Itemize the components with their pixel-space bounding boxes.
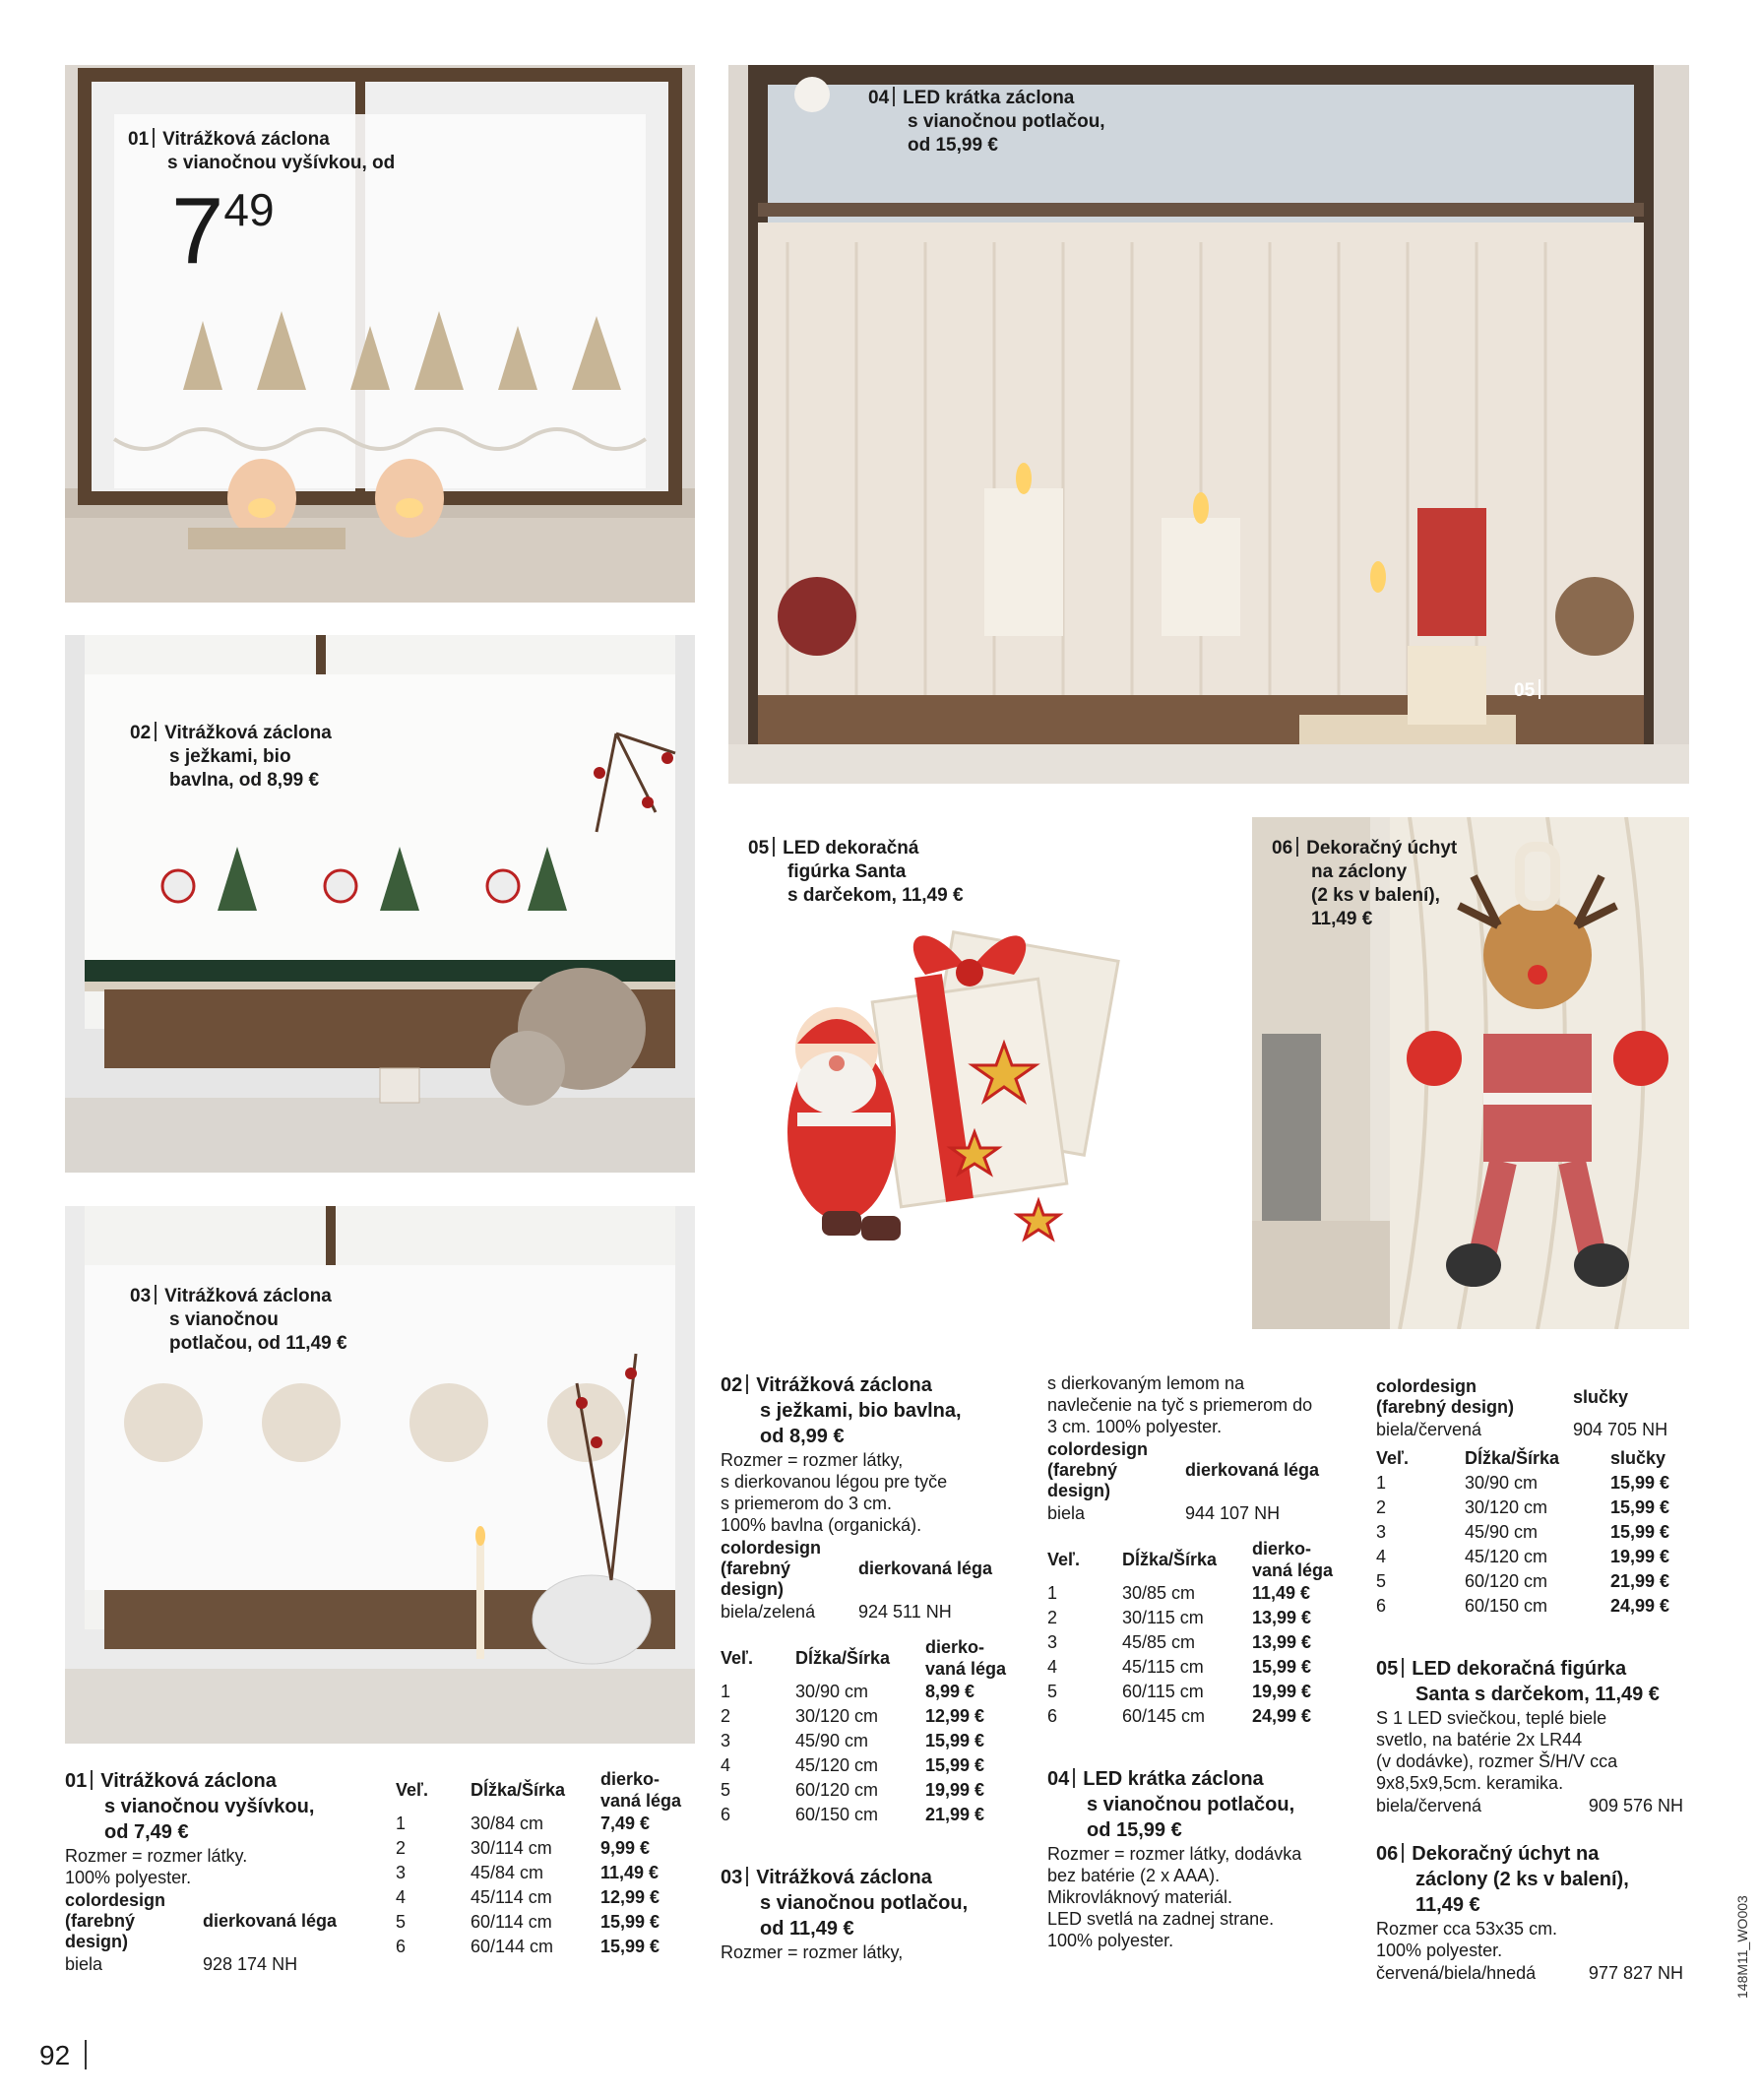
product-01-size-table: [396, 1768, 701, 1959]
product-04-info: [1047, 1766, 1382, 1951]
header-line: dierko-: [1252, 1539, 1312, 1559]
vel: 5: [396, 1912, 407, 1932]
size: 45/90 cm: [1465, 1522, 1539, 1542]
title-line3: od 15,99 €: [1087, 1819, 1182, 1841]
size: 45/115 cm: [1122, 1657, 1204, 1677]
callout-number: 05: [1514, 680, 1536, 701]
price: 11,49 €: [600, 1863, 660, 1882]
product-04-tables: [1376, 1376, 1691, 1619]
title-line1: Vitrážková záclona: [756, 1374, 932, 1396]
title-line1: Vitrážková záclona: [100, 1770, 277, 1792]
vel: 4: [1376, 1547, 1387, 1566]
product-03-info-continued: [1047, 1372, 1372, 1729]
description: [65, 1845, 360, 1888]
colordesign-header: [721, 1538, 858, 1600]
table-row: [396, 1910, 701, 1935]
header-line: dierko-: [600, 1769, 660, 1789]
vel: 5: [721, 1780, 731, 1800]
price: 9,99 €: [600, 1838, 651, 1858]
vel: 6: [396, 1937, 407, 1956]
product-number: 04: [1047, 1768, 1070, 1790]
size-header-price: [600, 1768, 701, 1812]
header-line: vaná léga: [600, 1791, 682, 1811]
header-line: vaná léga: [925, 1659, 1007, 1679]
article-code: 909 576 NH: [1588, 1796, 1683, 1815]
size: 60/150 cm: [795, 1805, 879, 1824]
product-title: [1047, 1766, 1382, 1843]
size: 60/144 cm: [471, 1937, 554, 1956]
desc-line: Rozmer = rozmer látky,: [721, 1450, 904, 1470]
table-row: [396, 1935, 701, 1959]
vel: 4: [1047, 1657, 1058, 1677]
callout-line1: Dekoračný úchyt: [1306, 838, 1458, 859]
table-row: [1047, 1680, 1362, 1704]
page-number-divider: [85, 2040, 87, 2069]
size: 60/120 cm: [1465, 1571, 1548, 1591]
description: [1047, 1372, 1372, 1437]
desc-line: s dierkovaným lemom na: [1047, 1373, 1245, 1393]
table-row: [721, 1680, 1026, 1704]
size: 30/120 cm: [1465, 1497, 1548, 1517]
size: 45/120 cm: [1465, 1547, 1548, 1566]
table-row: [1047, 1606, 1362, 1630]
callout-line1: Vitrážková záclona: [162, 129, 330, 150]
size: 30/84 cm: [471, 1814, 544, 1833]
window-illustration-04: [728, 65, 1689, 784]
header-line: design): [1047, 1481, 1111, 1500]
callout-number: 06: [1272, 838, 1293, 859]
product-01-info: [65, 1768, 360, 1977]
size-table: [1047, 1538, 1362, 1729]
vel: 5: [1376, 1571, 1387, 1591]
description: [721, 1941, 1036, 1963]
table-row: [1047, 1704, 1362, 1729]
size: 30/120 cm: [795, 1706, 879, 1726]
size: 30/85 cm: [1122, 1583, 1196, 1603]
photo-01-curtain: [65, 65, 695, 603]
size: 30/114 cm: [471, 1838, 552, 1858]
description: [721, 1449, 1036, 1536]
photo-04-led-curtain: [728, 65, 1689, 784]
size: 60/120 cm: [795, 1780, 879, 1800]
price: 12,99 €: [600, 1887, 660, 1907]
table-row: [1376, 1495, 1681, 1520]
size: 60/115 cm: [1122, 1682, 1204, 1701]
table-row: [1376, 1545, 1681, 1569]
size: 60/145 cm: [1122, 1706, 1206, 1726]
callout-line2: s vianočnou potlačou,: [908, 111, 1105, 132]
product-title: [721, 1372, 1036, 1449]
vel: 3: [721, 1731, 731, 1750]
table-row: [721, 1753, 1026, 1778]
colordesign-table: [721, 1538, 1026, 1624]
photo-05-callout: [748, 837, 964, 908]
price: 7,49 €: [600, 1814, 651, 1833]
vel: 1: [721, 1682, 731, 1701]
color-col2-header: slučky: [1573, 1386, 1629, 1407]
colordesign-header: [65, 1890, 203, 1952]
big-price: [171, 178, 275, 284]
vel: 2: [1047, 1608, 1058, 1627]
callout-line3: s darčekom, 11,49 €: [787, 885, 964, 906]
size: 45/120 cm: [795, 1755, 879, 1775]
size-header-dims: Dĺžka/Šírka: [795, 1647, 891, 1668]
price: 19,99 €: [1610, 1547, 1670, 1566]
callout-line1: LED dekoračná: [783, 838, 919, 859]
price: 24,99 €: [1610, 1596, 1670, 1616]
callout-line2: s vianočnou vyšívkou, od: [167, 153, 396, 173]
vel: 2: [396, 1838, 407, 1858]
callout-line2: figúrka Santa: [787, 861, 907, 882]
title-line3: od 8,99 €: [760, 1426, 845, 1447]
colordesign-table: [1376, 1376, 1681, 1442]
product-03-info: [721, 1865, 1036, 1963]
desc-line: Rozmer = rozmer látky,: [721, 1942, 904, 1962]
table-row: [1376, 1520, 1681, 1545]
desc-line: navlečenie na tyč s priemerom do: [1047, 1395, 1313, 1415]
article-code: 977 827 NH: [1588, 1963, 1683, 1983]
title-line1: Dekoračný úchyt na: [1412, 1843, 1600, 1865]
title-line3: od 11,49 €: [760, 1918, 854, 1940]
color-value: biela/zelená: [721, 1602, 816, 1622]
header-line: colordesign: [721, 1538, 822, 1558]
vel: 5: [1047, 1682, 1058, 1701]
product-06-info: [1376, 1841, 1691, 1986]
vel: 1: [396, 1814, 407, 1833]
size: 45/85 cm: [1122, 1632, 1196, 1652]
vel: 6: [1376, 1596, 1387, 1616]
vel: 6: [721, 1805, 731, 1824]
color-value: biela: [1047, 1503, 1086, 1523]
article-code: 928 174 NH: [203, 1954, 298, 1974]
callout-line1: LED krátka záclona: [903, 88, 1075, 108]
price: 15,99 €: [600, 1912, 660, 1932]
desc-line: 100% polyester.: [65, 1868, 192, 1887]
description: [1376, 1707, 1691, 1794]
header-line: (farebný design): [1376, 1397, 1515, 1417]
title-line2: s vianočnou potlačou,: [760, 1892, 969, 1914]
price: 24,99 €: [1252, 1706, 1312, 1726]
desc-line: s dierkovanou légou pre tyče: [721, 1472, 948, 1492]
table-row: [1376, 1471, 1681, 1495]
table-row: [1047, 1581, 1362, 1606]
table-row: [1376, 1594, 1681, 1619]
table-row: [721, 1704, 1026, 1729]
table-row: [1047, 1655, 1362, 1680]
size-header-vel: Veľ.: [1047, 1549, 1080, 1569]
photo-03-callout: [130, 1285, 347, 1356]
page-number: 92: [39, 2040, 71, 2070]
callout-line2: na záclony: [1311, 861, 1408, 882]
article-code: 924 511 NH: [858, 1602, 952, 1622]
callout-line2: s ježkami, bio: [169, 746, 291, 767]
vel: 3: [396, 1863, 407, 1882]
desc-line: Rozmer cca 53x35 cm.: [1376, 1919, 1558, 1939]
price: 13,99 €: [1252, 1608, 1312, 1627]
colordesign-table: [1047, 1439, 1362, 1526]
table-row: [1376, 1569, 1681, 1594]
header-line: colordesign: [1376, 1376, 1477, 1396]
price: 15,99 €: [1610, 1473, 1670, 1493]
desc-line: Mikrovláknový materiál.: [1047, 1887, 1233, 1907]
header-line: colordesign: [65, 1890, 166, 1910]
color-value: biela/červená: [1376, 1796, 1482, 1815]
vel: 4: [721, 1755, 731, 1775]
table-row: [721, 1729, 1026, 1753]
price: 13,99 €: [1252, 1632, 1312, 1652]
size: 30/90 cm: [1465, 1473, 1539, 1493]
desc-line: 100% polyester.: [1376, 1941, 1503, 1960]
product-title: [1376, 1656, 1691, 1707]
callout-line2: s vianočnou: [169, 1309, 279, 1330]
callout-line3: (2 ks v balení),: [1311, 885, 1440, 906]
photo-02-curtain: [65, 635, 695, 1173]
catalog-code: 148M11_WO003: [1734, 1895, 1750, 1999]
callout-line3: potlačou, od 11,49 €: [169, 1333, 347, 1354]
callout-number: 05: [748, 838, 770, 859]
product-05-info: [1376, 1656, 1691, 1818]
header-line: design): [65, 1932, 129, 1951]
title-line2: s vianočnou vyšívkou,: [104, 1796, 315, 1817]
desc-line: 100% polyester.: [1047, 1931, 1174, 1950]
desc-line: Rozmer = rozmer látky, dodávka: [1047, 1844, 1302, 1864]
photo-06-callout: [1272, 837, 1457, 931]
header-line: (farebný: [721, 1559, 791, 1578]
vel: 4: [396, 1887, 407, 1907]
price: 8,99 €: [925, 1682, 975, 1701]
color-value: biela/červená: [1376, 1420, 1482, 1439]
price: 19,99 €: [1252, 1682, 1312, 1701]
price: 15,99 €: [1610, 1522, 1670, 1542]
price: 15,99 €: [925, 1755, 985, 1775]
table-row: [1047, 1630, 1362, 1655]
price-cents: 49: [223, 184, 275, 235]
product-number: 03: [721, 1867, 743, 1888]
title-line3: 11,49 €: [1415, 1894, 1480, 1916]
table-row: [396, 1836, 701, 1861]
callout-number: 02: [130, 723, 152, 743]
callout-number: 01: [128, 129, 150, 150]
price: 19,99 €: [925, 1780, 985, 1800]
vel: 1: [1376, 1473, 1387, 1493]
product-02-info: [721, 1372, 1036, 1827]
desc-line: s priemerom do 3 cm.: [721, 1494, 893, 1513]
description: [1376, 1918, 1691, 1961]
table-row: [396, 1812, 701, 1836]
title-line1: LED krátka záclona: [1083, 1768, 1264, 1790]
price: 12,99 €: [925, 1706, 985, 1726]
title-line3: od 7,49 €: [104, 1821, 189, 1843]
table-row: [396, 1885, 701, 1910]
size-header-vel: Veľ.: [1376, 1448, 1409, 1468]
colordesign-header: [1047, 1439, 1185, 1501]
product-number: 02: [721, 1374, 743, 1396]
table-row: [721, 1803, 1026, 1827]
product-title: [721, 1865, 1036, 1941]
color-table: [1376, 1961, 1683, 1986]
price-main: 7: [171, 178, 224, 284]
header-line: colordesign: [1047, 1439, 1149, 1459]
color-table: [1376, 1794, 1683, 1818]
desc-line: (v dodávke), rozmer Š/H/V cca: [1376, 1751, 1618, 1771]
desc-line: S 1 LED sviečkou, teplé biele: [1376, 1708, 1607, 1728]
color-value: červená/biela/hnedá: [1376, 1963, 1537, 1983]
table-row: [396, 1861, 701, 1885]
callout-number: 04: [868, 88, 890, 108]
colordesign-table: [65, 1890, 360, 1977]
product-title: [1376, 1841, 1691, 1918]
desc-line: Rozmer = rozmer látky.: [65, 1846, 248, 1866]
header-line: (farebný: [65, 1911, 136, 1931]
callout-line1: Vitrážková záclona: [164, 723, 332, 743]
size-table: [1376, 1446, 1681, 1619]
title-line2: s vianočnou potlačou,: [1087, 1794, 1295, 1815]
desc-line: 3 cm. 100% polyester.: [1047, 1417, 1223, 1436]
product-number: 01: [65, 1770, 88, 1792]
product-number: 06: [1376, 1843, 1399, 1865]
window-illustration-02: [65, 635, 695, 1173]
desc-line: 100% bavlna (organická).: [721, 1515, 922, 1535]
size-header-dims: Dĺžka/Šírka: [1122, 1549, 1218, 1569]
photo-04-callout: [868, 87, 1105, 158]
size-header-vel: Veľ.: [396, 1779, 428, 1800]
size: 30/90 cm: [795, 1682, 869, 1701]
vel: 3: [1376, 1522, 1387, 1542]
photo-04-tag-05: [1514, 679, 1548, 703]
vel: 3: [1047, 1632, 1058, 1652]
photo-03-curtain: [65, 1206, 695, 1744]
size-header-vel: Veľ.: [721, 1647, 753, 1668]
color-col2-header: dierkovaná léga: [1185, 1460, 1320, 1480]
price: 15,99 €: [1252, 1657, 1312, 1677]
photo-06-curtain-tieback: [1252, 817, 1689, 1329]
title-line1: LED dekoračná figúrka: [1412, 1658, 1627, 1680]
desc-line: bez batérie (2 x AAA).: [1047, 1866, 1221, 1885]
size-header-price: [925, 1636, 1026, 1680]
callout-line3: od 15,99 €: [908, 135, 998, 156]
size: 45/90 cm: [795, 1731, 869, 1750]
header-line: dierko-: [925, 1637, 985, 1657]
title-line1: Vitrážková záclona: [756, 1867, 932, 1888]
price: 15,99 €: [600, 1937, 660, 1956]
title-line2: záclony (2 ks v balení),: [1415, 1869, 1629, 1890]
product-number: 05: [1376, 1658, 1399, 1680]
title-line2: Santa s darčekom, 11,49 €: [1415, 1684, 1660, 1705]
price: 21,99 €: [1610, 1571, 1670, 1591]
price: 15,99 €: [1610, 1497, 1670, 1517]
color-col2-header: dierkovaná léga: [203, 1911, 338, 1931]
size: 60/150 cm: [1465, 1596, 1548, 1616]
description: [1047, 1843, 1382, 1951]
photo-01-callout: [128, 128, 395, 175]
size: 60/114 cm: [471, 1912, 552, 1932]
size-table: [721, 1636, 1026, 1827]
price: 11,49 €: [1252, 1583, 1311, 1603]
desc-line: 9x8,5x9,5cm. keramika.: [1376, 1773, 1564, 1793]
size: 45/114 cm: [471, 1887, 552, 1907]
size: 45/84 cm: [471, 1863, 544, 1882]
header-line: vaná léga: [1252, 1560, 1334, 1580]
desc-line: svetlo, na batérie 2x LR44: [1376, 1730, 1583, 1750]
callout-line1: Vitrážková záclona: [164, 1286, 332, 1306]
size-header-dims: Dĺžka/Šírka: [1465, 1448, 1560, 1468]
size-header-price: slučky: [1610, 1448, 1666, 1468]
price: 15,99 €: [925, 1731, 985, 1750]
header-line: (farebný: [1047, 1460, 1118, 1480]
size-header-price: [1252, 1538, 1362, 1581]
photo-02-callout: [130, 722, 332, 793]
title-line2: s ježkami, bio bavlna,: [760, 1400, 962, 1422]
article-code: 904 705 NH: [1573, 1420, 1668, 1439]
callout-line3: bavlna, od 8,99 €: [169, 770, 320, 791]
vel: 1: [1047, 1583, 1058, 1603]
table-row: [721, 1778, 1026, 1803]
callout-line4: 11,49 €: [1311, 909, 1373, 929]
article-code: 944 107 NH: [1185, 1503, 1281, 1523]
callout-number: 03: [130, 1286, 152, 1306]
vel: 2: [1376, 1497, 1387, 1517]
vel: 2: [721, 1706, 731, 1726]
size: 30/115 cm: [1122, 1608, 1204, 1627]
header-line: design): [721, 1579, 785, 1599]
colordesign-header: [1376, 1376, 1573, 1418]
desc-line: LED svetlá na zadnej strane.: [1047, 1909, 1275, 1929]
price: 21,99 €: [925, 1805, 985, 1824]
vel: 6: [1047, 1706, 1058, 1726]
photo-05-santa-figurine: [728, 817, 1201, 1339]
color-value: biela: [65, 1954, 103, 1974]
size-header-dims: Dĺžka/Šírka: [471, 1779, 566, 1800]
product-title: [65, 1768, 360, 1845]
color-col2-header: dierkovaná léga: [858, 1559, 993, 1578]
